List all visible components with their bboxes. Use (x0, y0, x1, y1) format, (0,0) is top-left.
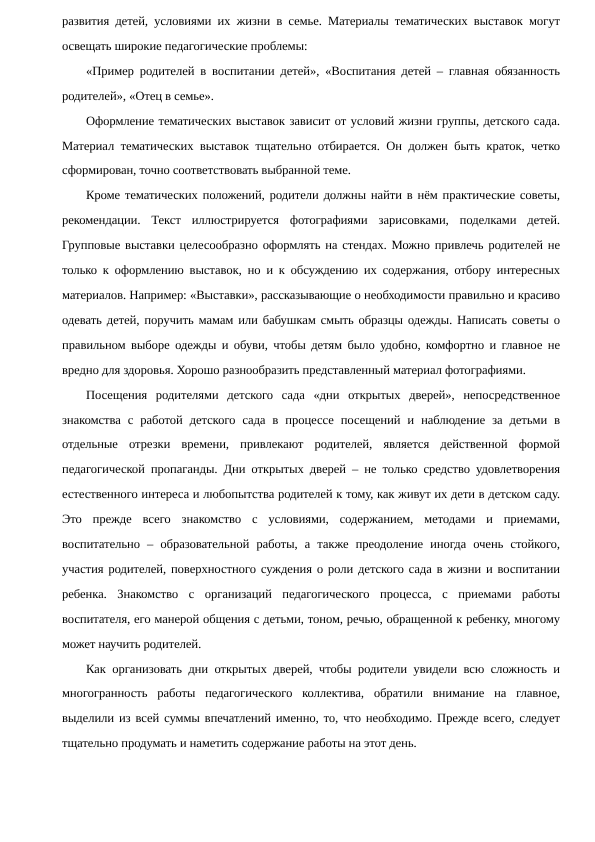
paragraph-exhibition-design: Оформление тематических выставок зависит от условий жизни группы, детского сада. Материал тематических выставок тщательно отбирается. Он должен быть краток, четко сформирован, точно соответствовать выбранной теме. (62, 113, 560, 178)
paragraph-open-days: Посещения родителями детского сада «дни открытых дверей», непосредственное знакомства с работой детского сада в процессе посещений и наблюдение за детьми в отдельные отрезки времени, привлекают родителей, является действенной формой педагогической пропаганды. Дни открытых дверей – не только средство удовлетворения естественного интереса и любопытства родителей к тому, как живут их дети в детском саду. Это прежде всего знакомство с условиями, содержанием, методами и приемами, воспитательно – образовательной работы, а также преодоление иногда очень стойкого, участия родителей, поверхностного суждения о роли детского сада в жизни и воспитании ребенка. Знакомство с организаций педагогического процесса, с приемами работы воспитателя, его манерой общения с детьми, тоном, речью, обращенной к ребенку, многому может научить родителей. (62, 387, 560, 651)
paragraph-exhibition-topics-intro: развития детей, условиями их жизни в семье. Материалы тематических выставок могут освещать широкие педагогические проблемы: (62, 14, 560, 53)
document-body (62, 9, 560, 756)
paragraph-practical-advice: Кроме тематических положений, родители должны найти в нём практические советы, рекомендации. Текст иллюстрируется фотографиями зарисовками, поделками детей. Групповые выставки целесообразно оформлять на стендах. Можно привлечь родителей не только к оформлению выставок, но и к обсуждению их содержания, отбору интересных материалов. Например: «Выставки», рассказывающие о необходимости правильно и красиво одевать детей, поручить мамам или бабушкам смыть образцы одежды. Написать советы о правильном выборе одежды и обуви, чтобы детям было удобно, комфортно и главное не вредно для здоровья. Хорошо разнообразить представленный материал фотографиями. (62, 188, 560, 377)
paragraph-exhibition-topic-examples: «Пример родителей в воспитании детей», «Воспитания детей – главная обязанность родителей», «Отец в семье». (62, 63, 560, 103)
paragraph-organizing-open-days: Как организовать дни открытых дверей, чтобы родители увидели всю сложность и многогранность работы педагогического коллектива, обратили внимание на главное, выделили из всей суммы впечатлений именно, то, что необходимо. Прежде всего, следует тщательно продумать и наметить содержание работы на этот день. (62, 661, 560, 751)
